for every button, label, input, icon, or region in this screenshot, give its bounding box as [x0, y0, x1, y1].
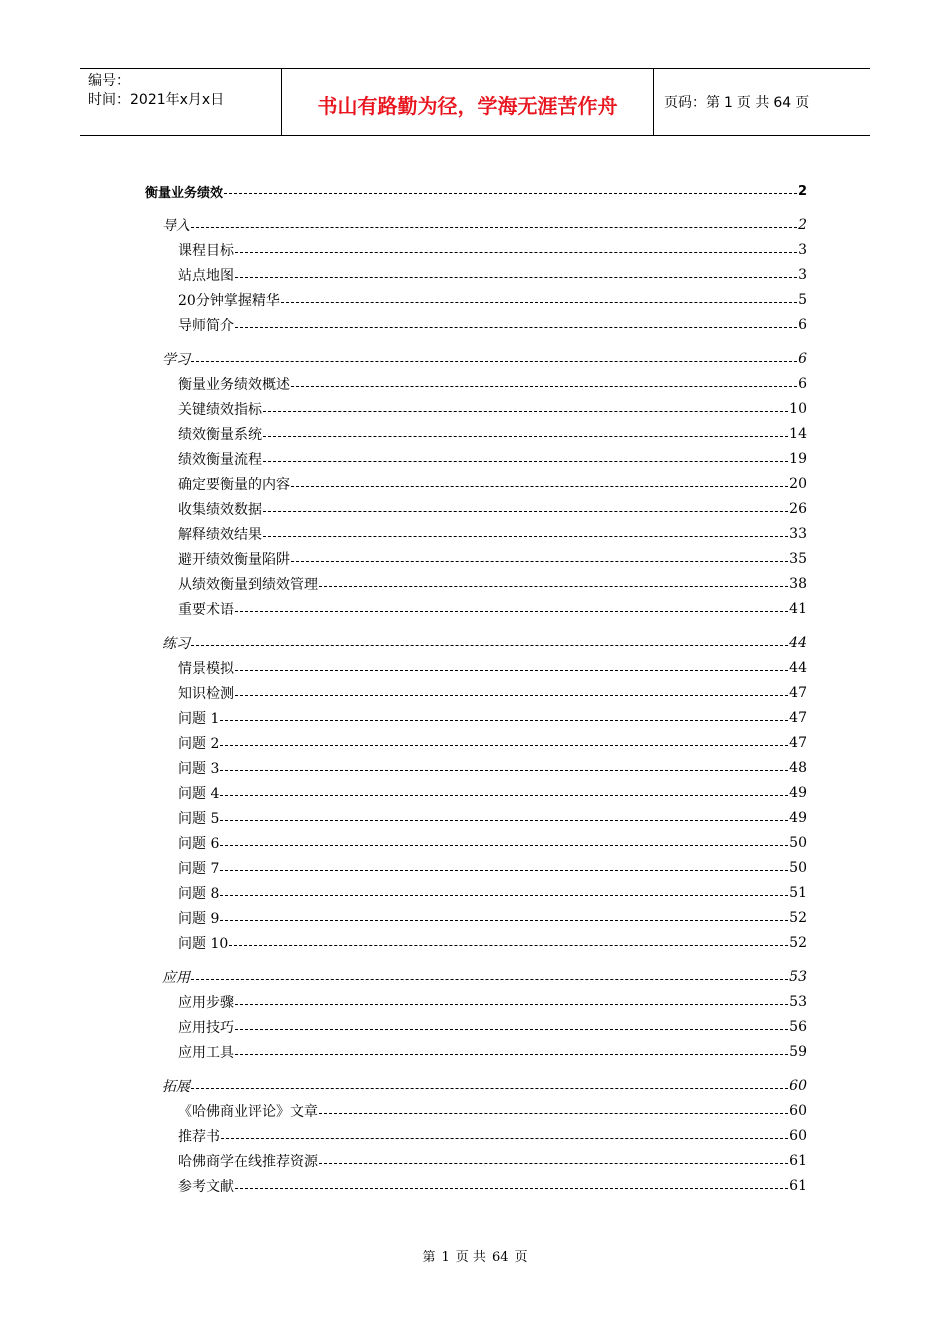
toc-entry-title: 解释绩效结果 [178, 527, 262, 543]
toc-entry-title: 衡量业务绩效 [145, 185, 224, 201]
toc-leader-dashes [191, 978, 788, 980]
toc-entry-page: 53 [789, 969, 807, 985]
toc-entry-page: 61 [789, 1153, 807, 1169]
toc-entry-page: 49 [789, 785, 807, 801]
toc-leader-dashes [263, 460, 788, 462]
toc-leader-dashes [235, 251, 797, 253]
toc-entry[interactable] [178, 448, 807, 470]
toc-leader-dashes [220, 769, 788, 771]
toc-entry-page: 38 [789, 576, 807, 592]
toc-entry-title: 问题 3 [178, 761, 220, 777]
toc-entry-title: 《哈佛商业评论》文章 [178, 1104, 318, 1120]
header-page-total: 64 [773, 95, 792, 111]
toc-leader-dashes [221, 1137, 788, 1139]
toc-entry-page: 41 [789, 601, 807, 617]
toc-entry[interactable] [178, 548, 807, 570]
toc-entry-title: 问题 9 [178, 911, 220, 927]
toc-entry[interactable] [178, 832, 807, 854]
header-page-num: 1 [724, 95, 733, 111]
toc-entry-title: 站点地图 [178, 268, 234, 284]
toc-entry[interactable] [178, 857, 807, 879]
toc-leader-dashes [220, 794, 788, 796]
toc-entry[interactable] [178, 1100, 807, 1122]
toc-entry-page: 14 [789, 426, 807, 442]
footer-mid: 页 共 [455, 1250, 486, 1265]
toc-entry-title: 拓展 [162, 1079, 190, 1095]
toc-entry-title: 问题 10 [178, 936, 229, 952]
toc-entry[interactable] [178, 598, 807, 620]
toc-entry[interactable] [178, 573, 807, 595]
toc-leader-dashes [191, 644, 788, 646]
toc-entry-title: 问题 4 [178, 786, 220, 802]
toc-entry-title: 重要术语 [178, 602, 234, 618]
header-page-cell [654, 69, 870, 135]
toc-leader-dashes [229, 944, 788, 946]
toc-entry[interactable] [178, 682, 807, 704]
header-page-label: 页码：第 [664, 95, 720, 111]
toc-entry-page: 10 [789, 401, 807, 417]
toc-entry[interactable] [178, 314, 807, 336]
toc-leader-dashes [263, 510, 788, 512]
toc-leader-dashes [235, 276, 797, 278]
toc-entry-page: 56 [789, 1019, 807, 1035]
toc-leader-dashes [291, 485, 788, 487]
toc-entry-page: 52 [789, 910, 807, 926]
toc-leader-dashes [319, 1162, 788, 1164]
toc-entry[interactable] [162, 632, 807, 654]
toc-entry[interactable] [178, 991, 807, 1013]
toc-entry-page: 60 [789, 1103, 807, 1119]
toc-entry-title: 课程目标 [178, 243, 234, 259]
toc-entry-title: 哈佛商学在线推荐资源 [178, 1154, 318, 1170]
toc-entry-page: 6 [798, 317, 807, 333]
toc-entry-title: 应用技巧 [178, 1020, 234, 1036]
toc-entry-title: 绩效衡量流程 [178, 452, 262, 468]
toc-entry[interactable] [145, 180, 807, 202]
toc-entry[interactable] [178, 264, 807, 286]
toc-leader-dashes [319, 1112, 788, 1114]
toc-entry-title: 20分钟掌握精华 [178, 293, 280, 309]
toc-entry[interactable] [178, 289, 807, 311]
toc-entry[interactable] [178, 1150, 807, 1172]
toc-entry[interactable] [162, 214, 807, 236]
toc-entry-page: 35 [789, 551, 807, 567]
toc-leader-dashes [191, 1087, 788, 1089]
toc-entry-title: 导师简介 [178, 318, 234, 334]
toc-entry-title: 知识检测 [178, 686, 234, 702]
header-meta [80, 69, 282, 135]
toc-leader-dashes [220, 869, 788, 871]
toc-leader-dashes [263, 435, 788, 437]
toc-leader-dashes [291, 560, 788, 562]
toc-entry[interactable] [178, 932, 807, 954]
time-label: 时间：2021年x月x日 [88, 92, 225, 108]
toc-entry-page: 20 [789, 476, 807, 492]
toc-entry-title: 应用工具 [178, 1045, 234, 1061]
number-label: 编号： [88, 73, 130, 89]
header-motto-cell [282, 69, 654, 135]
toc-entry-page: 26 [789, 501, 807, 517]
toc-leader-dashes [281, 301, 797, 303]
toc-entry-page: 51 [789, 885, 807, 901]
footer-prefix: 第 [422, 1250, 436, 1265]
toc-entry-page: 44 [789, 660, 807, 676]
toc-entry-title: 学习 [162, 352, 190, 368]
toc-entry[interactable] [178, 398, 807, 420]
toc-leader-dashes [291, 385, 797, 387]
toc-entry[interactable] [178, 907, 807, 929]
toc-entry[interactable] [178, 473, 807, 495]
toc-entry-page: 53 [789, 994, 807, 1010]
toc-entry-page: 48 [789, 760, 807, 776]
toc-leader-dashes [235, 326, 797, 328]
toc-entry[interactable] [178, 707, 807, 729]
toc-entry-title: 情景模拟 [178, 661, 234, 677]
toc-entry-title: 导入 [162, 218, 190, 234]
toc-leader-dashes [235, 694, 788, 696]
toc-leader-dashes [235, 669, 788, 671]
toc-entry[interactable] [178, 1125, 807, 1147]
toc-leader-dashes [235, 610, 788, 612]
toc-leader-dashes [220, 844, 788, 846]
toc-entry-page: 2 [798, 217, 807, 233]
toc-entry-title: 应用步骤 [178, 995, 234, 1011]
toc-entry-page: 47 [789, 735, 807, 751]
toc-entry-title: 练习 [162, 636, 190, 652]
toc-entry-page: 5 [798, 292, 807, 308]
toc-entry-title: 参考文献 [178, 1179, 234, 1195]
toc-entry[interactable] [178, 1175, 807, 1197]
footer-suffix: 页 [514, 1250, 528, 1265]
toc-entry-title: 避开绩效衡量陷阱 [178, 552, 290, 568]
header-page-mid: 页 共 [736, 95, 770, 111]
toc-entry[interactable] [178, 882, 807, 904]
toc-entry[interactable] [178, 423, 807, 445]
toc-leader-dashes [220, 819, 788, 821]
toc-leader-dashes [191, 360, 797, 362]
toc-entry-title: 问题 1 [178, 711, 220, 727]
toc-entry[interactable] [162, 966, 807, 988]
toc-entry-page: 59 [789, 1044, 807, 1060]
toc-entry-page: 47 [789, 710, 807, 726]
toc-entry-page: 2 [797, 183, 807, 199]
toc-entry-title: 确定要衡量的内容 [178, 477, 290, 493]
toc-entry[interactable] [178, 757, 807, 779]
toc-entry[interactable] [178, 523, 807, 545]
toc-entry-page: 6 [798, 376, 807, 392]
toc-leader-dashes [220, 744, 788, 746]
toc-entry-page: 50 [789, 860, 807, 876]
toc-entry[interactable] [178, 373, 807, 395]
toc-entry-page: 60 [789, 1128, 807, 1144]
toc-entry-page: 44 [789, 635, 807, 651]
toc-entry-title: 问题 2 [178, 736, 220, 752]
page-header [80, 68, 870, 136]
toc-entry-page: 33 [789, 526, 807, 542]
page-footer [0, 1246, 950, 1265]
toc-entry-title: 问题 8 [178, 886, 220, 902]
toc-entry-page: 6 [798, 351, 807, 367]
header-page-end: 页 [795, 95, 810, 111]
toc-entry-page: 61 [789, 1178, 807, 1194]
toc-entry[interactable] [178, 657, 807, 679]
toc-leader-dashes [263, 535, 788, 537]
toc-leader-dashes [220, 894, 788, 896]
toc-entry-page: 50 [789, 835, 807, 851]
toc-leader-dashes [235, 1187, 788, 1189]
toc-entry-page: 47 [789, 685, 807, 701]
toc-entry-title: 推荐书 [178, 1129, 220, 1145]
toc-entry-title: 应用 [162, 970, 190, 986]
toc-entry[interactable] [178, 782, 807, 804]
toc-entry[interactable] [178, 239, 807, 261]
toc-entry-page: 19 [789, 451, 807, 467]
motto: 书山有路勤为径，学海无涯苦作舟 [317, 93, 618, 118]
toc-leader-dashes [235, 1003, 788, 1005]
toc-entry[interactable] [178, 1016, 807, 1038]
toc-entry-page: 49 [789, 810, 807, 826]
toc-leader-dashes [263, 410, 788, 412]
toc-entry-title: 衡量业务绩效概述 [178, 377, 290, 393]
toc-entry-title: 问题 7 [178, 861, 220, 877]
toc-entry-title: 从绩效衡量到绩效管理 [178, 577, 318, 593]
toc-entry-title: 绩效衡量系统 [178, 427, 262, 443]
toc-entry[interactable] [178, 807, 807, 829]
toc-entry[interactable] [162, 348, 807, 370]
footer-page-num: 1 [441, 1250, 450, 1265]
toc-entry[interactable] [178, 498, 807, 520]
toc-leader-dashes [319, 585, 788, 587]
toc-leader-dashes [235, 1028, 788, 1030]
footer-total: 64 [491, 1250, 509, 1265]
toc-entry-page: 52 [789, 935, 807, 951]
toc-entry-page: 60 [789, 1078, 807, 1094]
toc-entry-title: 问题 6 [178, 836, 220, 852]
toc-entry-title: 收集绩效数据 [178, 502, 262, 518]
toc-entry-title: 关键绩效指标 [178, 402, 262, 418]
header-page-indicator [664, 92, 813, 112]
toc-entry-page: 3 [798, 267, 807, 283]
toc-leader-dashes [224, 192, 797, 194]
toc-entry[interactable] [162, 1075, 807, 1097]
toc-entry[interactable] [178, 1041, 807, 1063]
toc-entry-title: 问题 5 [178, 811, 220, 827]
toc-leader-dashes [191, 226, 797, 228]
toc-entry[interactable] [178, 732, 807, 754]
toc-leader-dashes [220, 919, 788, 921]
toc-entry-page: 3 [798, 242, 807, 258]
toc-leader-dashes [220, 719, 788, 721]
toc-leader-dashes [235, 1053, 788, 1055]
